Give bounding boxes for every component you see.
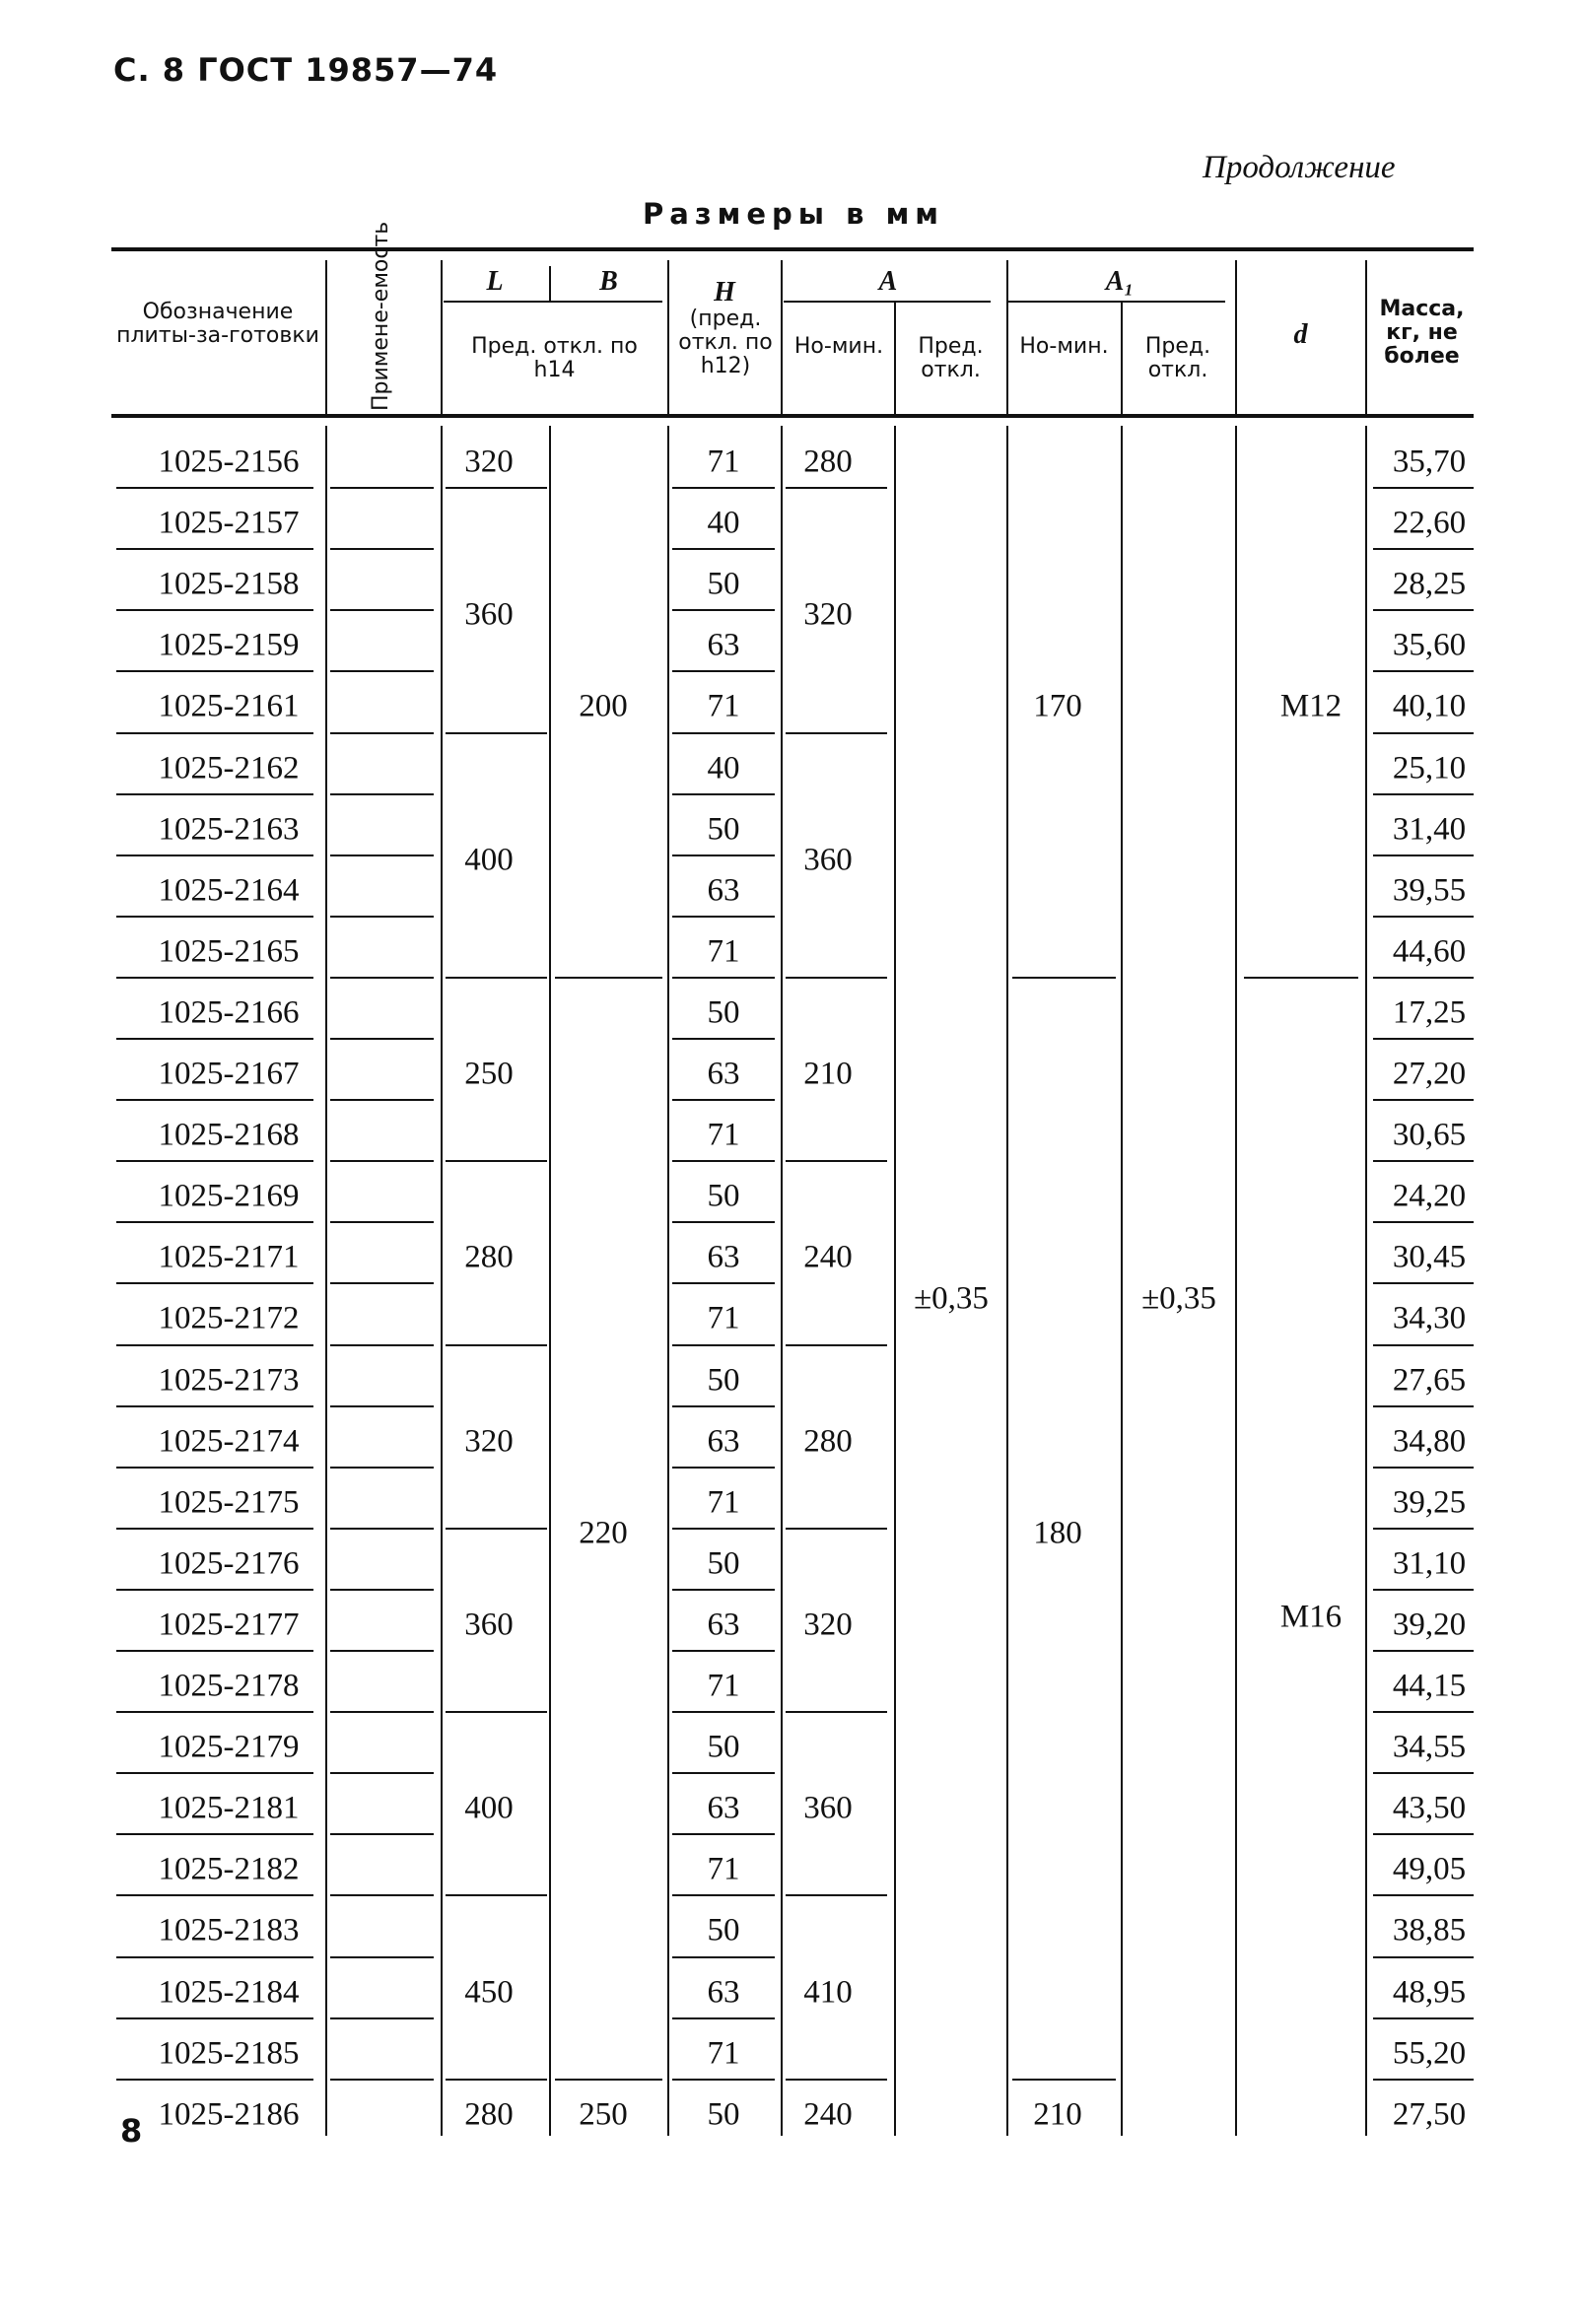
row-rule <box>330 609 434 611</box>
header-A1: A₁ <box>1105 266 1135 297</box>
row-rule <box>672 1160 775 1162</box>
mass-cell: 40,10 <box>1392 688 1467 724</box>
row-rule <box>116 1038 313 1040</box>
d-span-cell: M16 <box>1279 1599 1343 1635</box>
A_tol-span-cell: ±0,35 <box>914 1280 989 1317</box>
row-rule <box>330 1344 434 1346</box>
row-rule <box>330 2079 434 2081</box>
group-rule <box>786 1528 887 1530</box>
A1_tol-span-cell: ±0,35 <box>1141 1280 1216 1317</box>
designation-cell: 1025-2158 <box>158 566 300 602</box>
row-rule <box>672 732 775 734</box>
row-rule <box>330 1467 434 1469</box>
h-cell: 63 <box>707 1056 740 1092</box>
row-rule <box>1373 1221 1474 1223</box>
row-rule <box>330 1221 434 1223</box>
L-span-cell: 320 <box>464 1423 514 1460</box>
group-rule <box>446 1711 547 1713</box>
mass-cell: 27,65 <box>1392 1362 1467 1399</box>
designation-cell: 1025-2172 <box>158 1300 300 1336</box>
designation-cell: 1025-2177 <box>158 1606 300 1643</box>
header-applicability: Примене-емость <box>369 221 393 411</box>
header-vline <box>781 260 783 414</box>
row-rule <box>330 548 434 550</box>
group-rule <box>786 1344 887 1346</box>
group-rule <box>1244 977 1358 979</box>
group-rule <box>446 487 547 489</box>
units-caption: Размеры в мм <box>643 197 944 231</box>
row-rule <box>1373 1160 1474 1162</box>
header-H-tolerance: (пред. откл. по h12) <box>678 307 773 378</box>
header-vline-lb <box>549 266 551 302</box>
designation-cell: 1025-2157 <box>158 505 300 541</box>
designation-cell: 1025-2183 <box>158 1912 300 1948</box>
designation-cell: 1025-2159 <box>158 627 300 663</box>
row-rule <box>330 670 434 672</box>
mass-cell: 25,10 <box>1392 750 1467 786</box>
row-rule <box>1373 2017 1474 2019</box>
row-rule <box>1373 548 1474 550</box>
row-rule <box>116 1282 313 1284</box>
h-cell: 63 <box>707 1606 740 1643</box>
header-A-tolerance: Пред. откл. <box>918 334 984 382</box>
group-rule <box>446 977 547 979</box>
mass-cell: 48,95 <box>1392 1974 1467 2011</box>
A_nom-span-cell: 240 <box>803 1239 853 1275</box>
row-rule <box>672 1528 775 1530</box>
group-rule <box>786 1711 887 1713</box>
mass-cell: 34,80 <box>1392 1423 1467 1460</box>
h-cell: 50 <box>707 1178 740 1214</box>
column-rule <box>441 426 443 2136</box>
row-rule <box>672 854 775 856</box>
row-rule <box>330 1589 434 1591</box>
header-A1-tolerance: Пред. откл. <box>1144 334 1211 382</box>
A1_nom-span-cell: 210 <box>1033 2096 1082 2133</box>
h-cell: 50 <box>707 566 740 602</box>
mass-cell: 35,70 <box>1392 444 1467 480</box>
mass-cell: 39,20 <box>1392 1606 1467 1643</box>
row-rule <box>672 1099 775 1101</box>
row-rule <box>330 1650 434 1652</box>
header-vline <box>1365 260 1367 414</box>
row-rule <box>116 1405 313 1407</box>
row-rule <box>116 1344 313 1346</box>
row-rule <box>116 1711 313 1713</box>
row-rule <box>330 1528 434 1530</box>
designation-cell: 1025-2166 <box>158 994 300 1031</box>
row-rule <box>1373 1038 1474 1040</box>
designation-cell: 1025-2184 <box>158 1974 300 2011</box>
designation-cell: 1025-2176 <box>158 1545 300 1582</box>
row-rule <box>330 854 434 856</box>
designation-cell: 1025-2178 <box>158 1668 300 1704</box>
header-subrule-a <box>784 301 991 303</box>
column-rule <box>1006 426 1008 2136</box>
row-rule <box>330 977 434 979</box>
mass-cell: 35,60 <box>1392 627 1467 663</box>
row-rule <box>116 854 313 856</box>
mass-cell: 34,30 <box>1392 1300 1467 1336</box>
row-rule <box>1373 609 1474 611</box>
row-rule <box>330 1099 434 1101</box>
table-top-rule <box>111 247 1474 251</box>
mass-cell: 43,50 <box>1392 1790 1467 1826</box>
A_nom-span-cell: 320 <box>803 596 853 633</box>
mass-cell: 22,60 <box>1392 505 1467 541</box>
header-d: d <box>1293 319 1308 350</box>
row-rule <box>1373 1772 1474 1774</box>
row-rule <box>116 2017 313 2019</box>
row-rule <box>672 609 775 611</box>
header-vline <box>1235 260 1237 414</box>
h-cell: 50 <box>707 1362 740 1399</box>
column-rule <box>894 426 896 2136</box>
L-span-cell: 400 <box>464 1790 514 1826</box>
A_nom-span-cell: 280 <box>803 444 853 480</box>
header-vline <box>1006 260 1008 414</box>
h-cell: 71 <box>707 933 740 970</box>
designation-cell: 1025-2169 <box>158 1178 300 1214</box>
row-rule <box>1373 1956 1474 1958</box>
A_nom-span-cell: 240 <box>803 2096 853 2133</box>
group-rule <box>786 1894 887 1896</box>
group-rule <box>555 2079 662 2081</box>
group-rule <box>786 487 887 489</box>
h-cell: 40 <box>707 505 740 541</box>
row-rule <box>1373 2079 1474 2081</box>
designation-cell: 1025-2182 <box>158 1851 300 1887</box>
A_nom-span-cell: 280 <box>803 1423 853 1460</box>
group-rule <box>446 1528 547 1530</box>
L-span-cell: 280 <box>464 1239 514 1275</box>
row-rule <box>672 1650 775 1652</box>
h-cell: 50 <box>707 1729 740 1765</box>
group-rule <box>1012 977 1116 979</box>
row-rule <box>672 1833 775 1835</box>
designation-cell: 1025-2164 <box>158 872 300 909</box>
row-rule <box>1373 487 1474 489</box>
h-cell: 63 <box>707 1790 740 1826</box>
row-rule <box>1373 670 1474 672</box>
h-cell: 40 <box>707 750 740 786</box>
designation-cell: 1025-2174 <box>158 1423 300 1460</box>
mass-cell: 30,45 <box>1392 1239 1467 1275</box>
designation-cell: 1025-2161 <box>158 688 300 724</box>
designation-cell: 1025-2175 <box>158 1484 300 1521</box>
header-H: H <box>714 277 735 308</box>
row-rule <box>116 1956 313 1958</box>
header-vline <box>667 260 669 414</box>
mass-cell: 39,55 <box>1392 872 1467 909</box>
column-rule <box>1121 426 1123 2136</box>
row-rule <box>672 1221 775 1223</box>
row-rule <box>672 916 775 918</box>
B-span-cell: 200 <box>579 688 628 724</box>
h-cell: 50 <box>707 811 740 848</box>
row-rule <box>672 1467 775 1469</box>
row-rule <box>1373 854 1474 856</box>
mass-cell: 49,05 <box>1392 1851 1467 1887</box>
mass-cell: 31,10 <box>1392 1545 1467 1582</box>
mass-cell: 28,25 <box>1392 566 1467 602</box>
row-rule <box>116 609 313 611</box>
A_nom-span-cell: 360 <box>803 1790 853 1826</box>
row-rule <box>116 1221 313 1223</box>
mass-cell: 38,85 <box>1392 1912 1467 1948</box>
column-rule <box>1235 426 1237 2136</box>
row-rule <box>330 1282 434 1284</box>
group-rule <box>446 1894 547 1896</box>
row-rule <box>1373 1833 1474 1835</box>
mass-cell: 44,60 <box>1392 933 1467 970</box>
h-cell: 50 <box>707 994 740 1031</box>
row-rule <box>672 1772 775 1774</box>
column-rule <box>781 426 783 2136</box>
row-rule <box>1373 1650 1474 1652</box>
h-cell: 63 <box>707 1239 740 1275</box>
row-rule <box>1373 977 1474 979</box>
row-rule <box>1373 1528 1474 1530</box>
row-rule <box>672 977 775 979</box>
h-cell: 71 <box>707 1668 740 1704</box>
header-designation: Обозначение плиты-за-готовки <box>116 300 319 348</box>
row-rule <box>116 1833 313 1835</box>
row-rule <box>116 1099 313 1101</box>
row-rule <box>116 916 313 918</box>
h-cell: 50 <box>707 1545 740 1582</box>
row-rule <box>1373 1589 1474 1591</box>
row-rule <box>672 1282 775 1284</box>
row-rule <box>1373 793 1474 795</box>
A_nom-span-cell: 320 <box>803 1606 853 1643</box>
designation-cell: 1025-2173 <box>158 1362 300 1399</box>
designation-cell: 1025-2167 <box>158 1056 300 1092</box>
row-rule <box>330 1711 434 1713</box>
column-rule <box>325 426 327 2136</box>
header-A-nominal: Но-мин. <box>793 334 884 359</box>
row-rule <box>116 1467 313 1469</box>
mass-cell: 55,20 <box>1392 2035 1467 2072</box>
row-rule <box>672 793 775 795</box>
continuation-label: Продолжение <box>1203 150 1396 185</box>
row-rule <box>116 1160 313 1162</box>
row-rule <box>330 1405 434 1407</box>
row-rule <box>116 2079 313 2081</box>
h-cell: 71 <box>707 688 740 724</box>
h-cell: 50 <box>707 1912 740 1948</box>
h-cell: 71 <box>707 1851 740 1887</box>
L-span-cell: 400 <box>464 842 514 878</box>
mass-cell: 30,65 <box>1392 1117 1467 1153</box>
header-vline <box>1121 301 1123 414</box>
header-L: L <box>486 266 504 297</box>
mass-cell: 24,20 <box>1392 1178 1467 1214</box>
h-cell: 63 <box>707 627 740 663</box>
mass-cell: 17,25 <box>1392 994 1467 1031</box>
row-rule <box>116 732 313 734</box>
column-rule <box>667 426 669 2136</box>
mass-cell: 27,20 <box>1392 1056 1467 1092</box>
group-rule <box>555 977 662 979</box>
column-rule <box>1365 426 1367 2136</box>
row-rule <box>1373 732 1474 734</box>
row-rule <box>116 670 313 672</box>
row-rule <box>672 1711 775 1713</box>
designation-cell: 1025-2156 <box>158 444 300 480</box>
row-rule <box>1373 1467 1474 1469</box>
group-rule <box>786 1160 887 1162</box>
d-span-cell: M12 <box>1279 688 1343 724</box>
header-subrule-lb <box>444 301 662 303</box>
row-rule <box>116 1894 313 1896</box>
mass-cell: 44,15 <box>1392 1668 1467 1704</box>
designation-cell: 1025-2171 <box>158 1239 300 1275</box>
designation-cell: 1025-2162 <box>158 750 300 786</box>
mass-cell: 34,55 <box>1392 1729 1467 1765</box>
row-rule <box>330 1833 434 1835</box>
mass-cell: 27,50 <box>1392 2096 1467 2133</box>
header-vline <box>325 260 327 414</box>
h-cell: 63 <box>707 872 740 909</box>
designation-cell: 1025-2165 <box>158 933 300 970</box>
row-rule <box>672 1956 775 1958</box>
row-rule <box>116 1528 313 1530</box>
row-rule <box>116 1589 313 1591</box>
row-rule <box>672 487 775 489</box>
designation-cell: 1025-2186 <box>158 2096 300 2133</box>
header-A: A <box>878 266 898 297</box>
page-header: С. 8 ГОСТ 19857—74 <box>113 51 499 89</box>
row-rule <box>1373 1344 1474 1346</box>
header-lb-tolerance: Пред. откл. по h14 <box>471 334 638 382</box>
h-cell: 71 <box>707 444 740 480</box>
header-B: B <box>599 266 618 297</box>
row-rule <box>116 548 313 550</box>
group-rule <box>786 2079 887 2081</box>
designation-cell: 1025-2168 <box>158 1117 300 1153</box>
designation-cell: 1025-2163 <box>158 811 300 848</box>
L-span-cell: 360 <box>464 596 514 633</box>
mass-cell: 31,40 <box>1392 811 1467 848</box>
row-rule <box>116 977 313 979</box>
L-span-cell: 360 <box>464 1606 514 1643</box>
row-rule <box>330 1894 434 1896</box>
designation-cell: 1025-2179 <box>158 1729 300 1765</box>
group-rule <box>446 1344 547 1346</box>
row-rule <box>1373 1282 1474 1284</box>
A_nom-span-cell: 210 <box>803 1056 853 1092</box>
h-cell: 71 <box>707 1484 740 1521</box>
L-span-cell: 280 <box>464 2096 514 2133</box>
row-rule <box>672 548 775 550</box>
header-bottom-rule <box>111 414 1474 418</box>
row-rule <box>330 2017 434 2019</box>
h-cell: 71 <box>707 2035 740 2072</box>
row-rule <box>330 1038 434 1040</box>
row-rule <box>330 732 434 734</box>
designation-cell: 1025-2185 <box>158 2035 300 2072</box>
row-rule <box>672 670 775 672</box>
row-rule <box>1373 1405 1474 1407</box>
B-span-cell: 250 <box>579 2096 628 2133</box>
group-rule <box>446 2079 547 2081</box>
group-rule <box>786 732 887 734</box>
row-rule <box>330 1772 434 1774</box>
column-rule <box>549 426 551 2136</box>
h-cell: 71 <box>707 1300 740 1336</box>
row-rule <box>1373 1711 1474 1713</box>
row-rule <box>1373 1099 1474 1101</box>
row-rule <box>116 793 313 795</box>
row-rule <box>116 487 313 489</box>
designation-cell: 1025-2181 <box>158 1790 300 1826</box>
L-span-cell: 250 <box>464 1056 514 1092</box>
group-rule <box>1012 2079 1116 2081</box>
header-mass: Масса, кг, не более <box>1379 297 1465 369</box>
row-rule <box>672 1894 775 1896</box>
header-vline <box>894 301 896 414</box>
h-cell: 71 <box>707 1117 740 1153</box>
h-cell: 63 <box>707 1974 740 2011</box>
group-rule <box>446 1160 547 1162</box>
A_nom-span-cell: 410 <box>803 1974 853 2011</box>
row-rule <box>672 1405 775 1407</box>
row-rule <box>1373 1894 1474 1896</box>
row-rule <box>672 1589 775 1591</box>
A_nom-span-cell: 360 <box>803 842 853 878</box>
page-number: 8 <box>120 2112 143 2150</box>
row-rule <box>330 487 434 489</box>
A1_nom-span-cell: 170 <box>1033 688 1082 724</box>
row-rule <box>672 2079 775 2081</box>
L-span-cell: 450 <box>464 1974 514 2011</box>
row-rule <box>672 1344 775 1346</box>
row-rule <box>116 1772 313 1774</box>
A1_nom-span-cell: 180 <box>1033 1515 1082 1551</box>
row-rule <box>672 2017 775 2019</box>
row-rule <box>330 916 434 918</box>
row-rule <box>672 1038 775 1040</box>
h-cell: 63 <box>707 1423 740 1460</box>
group-rule <box>446 732 547 734</box>
row-rule <box>116 1650 313 1652</box>
row-rule <box>1373 916 1474 918</box>
h-cell: 50 <box>707 2096 740 2133</box>
B-span-cell: 220 <box>579 1515 628 1551</box>
header-vline <box>441 260 443 414</box>
group-rule <box>786 977 887 979</box>
L-span-cell: 320 <box>464 444 514 480</box>
header-A1-nominal: Но-мин. <box>1019 334 1109 359</box>
row-rule <box>330 1160 434 1162</box>
row-rule <box>330 1956 434 1958</box>
header-subrule-a1 <box>1008 301 1225 303</box>
row-rule <box>330 793 434 795</box>
mass-cell: 39,25 <box>1392 1484 1467 1521</box>
